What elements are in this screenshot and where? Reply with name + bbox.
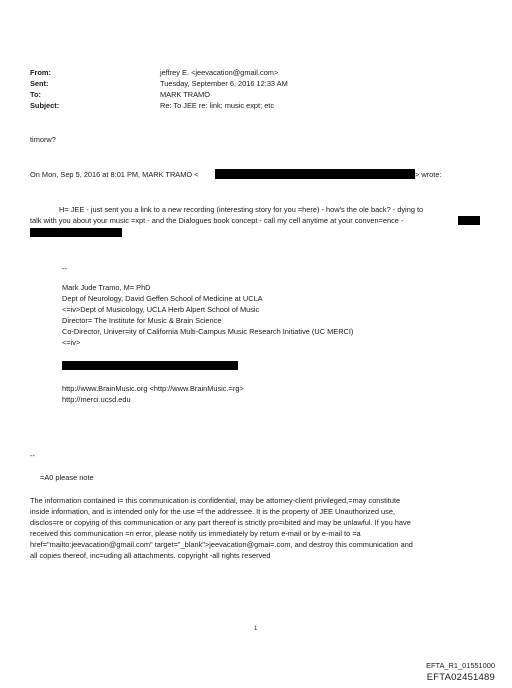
quote-line-1: H= JEE - just sent you a link to a new recording (interesting story for you =here) - how's the ole back? - dying to [59, 205, 424, 214]
footer-id-1: EFTA_R1_01551000 [426, 661, 495, 670]
redaction-phone-1 [458, 216, 480, 225]
to-value: MARK TRAMO [160, 90, 210, 99]
signature-line: <=iv> [62, 338, 81, 347]
signature-line: Director= The Institute for Music & Brain Science [62, 316, 222, 325]
notice-line: received this communication =n error, please notify us immediately by return e-mail or by e-mail to =a [30, 529, 361, 538]
quote-intro-end: > wrote: [415, 170, 442, 179]
sent-value: Tuesday, September 6, 2016 12:33 AM [160, 79, 288, 88]
signature-dashes: -- [62, 264, 67, 273]
notice-line: The information contained i= this communication is confidential, may be attorney-client privileged,=may constitute [30, 496, 401, 505]
subject-label: Subject: [30, 101, 60, 110]
reply-text: timorw? [30, 135, 56, 144]
notice-heading: =A0 please note [40, 473, 94, 482]
redaction-email [215, 169, 415, 179]
notice-line: inside information, and is intended only for the use =f the addressee. It is the property of JEE Unauthorized use, [30, 507, 396, 516]
from-value: jeffrey E. <jeevacation@gmail.com> [160, 68, 279, 77]
from-label: From: [30, 68, 51, 77]
signature-line: Dept of Neurology, David Geffen School of Medicine at UCLA [62, 294, 263, 303]
signature-url-2: http://merci.ucsd.edu [62, 395, 131, 404]
subject-value: Re: To JEE re: link; music expt; etc [160, 101, 275, 110]
quote-intro-start: On Mon, Sep 5, 2016 at 8:01 PM, MARK TRAMO < [30, 170, 199, 179]
quote-line-2: talk with you about your music =xpt - and the Dialogues book concept - call my cell anytime at your conven=ence - [30, 216, 404, 225]
notice-dashes: -- [30, 451, 35, 460]
redaction-signature [62, 361, 238, 370]
signature-line: <=iv>Dept of Musicology, UCLA Herb Alpert School of Music [62, 305, 260, 314]
notice-line: disclos=re or copying of this communication or any part thereof is strictly pro=ibited and may be unlawful. If you have [30, 518, 411, 527]
signature-url-1: http://www.BrainMusic.org <http://www.BrainMusic.=rg> [62, 384, 244, 393]
to-label: To: [30, 90, 41, 99]
redaction-phone-2 [30, 228, 122, 237]
notice-line: href="mailto:jeevacation@gmail.com" target="_blank">jeevacation@gmai=.com, and destroy this communication and [30, 540, 413, 549]
sent-label: Sent: [30, 79, 49, 88]
footer-id-2: EFTA02451489 [426, 672, 495, 683]
signature-line: Co-Director, Univer=ity of California Multi-Campus Music Research Initiative (UC MERCI) [62, 327, 354, 336]
signature-line: Mark Jude Tramo, M= PhD [62, 283, 151, 292]
page-number: 1 [254, 626, 258, 632]
notice-line: all copies thereof, inc=uding all attachments. copyright -all rights reserved [30, 551, 271, 560]
